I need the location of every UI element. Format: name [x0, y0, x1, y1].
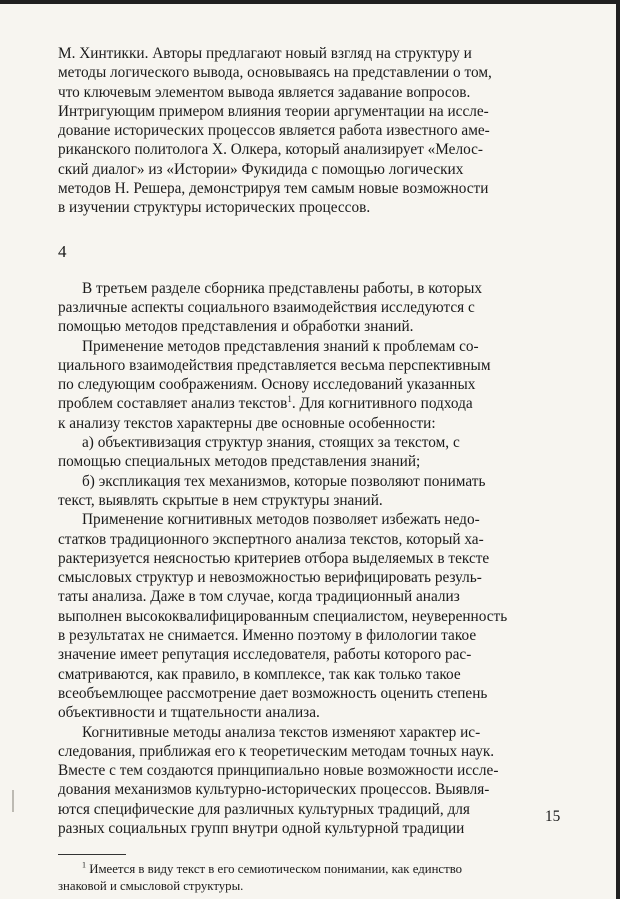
paragraph-1: М. Хинтикки. Авторы предлагают новый взгляд на структуру и методы логического вывода, основываясь на представлении о том, что ключевым элементом вывода является задавание вопросов. Интригующим примером влияния теории аргументации на иссле- дование исторических процессов является работа известного аме- риканского политолога Х. Олкера, который анализирует «Мелос- ский диалог» из «Истории» Фукидида с помощью логических методов Н. Решера, демонстрируя тем самым новые возможности в изучении структуры исторических процессов.: [58, 45, 492, 217]
footnote-rule: [58, 854, 126, 855]
page-body: [58, 44, 561, 894]
paragraph-6: Применение когнитивных методов позволяет избежать недо- статков традиционного экспертного анализа текстов, который ха- рактеризуется неясностью критериев отбора выделяемых в тексте смысловых структур и невозможностью верифицировать резуль- таты анализа. Даже в том случае, когда традиционный анализ выполнен высококвалифицированным специалистом, неуверенность в результатах не снимается. Именно поэтому в филологии такое значение имеет репутация исследователя, работы которого рас- сматриваются, как правило, в комплексе, так как только такое всеобъемлющее рассмотрение дает возможность оценить степень объективности и тщательности анализа.: [58, 511, 508, 722]
paragraph-2: В третьем разделе сборника представлены работы, в которых различные аспекты социального взаимодействия исследуются с помощью методов представления и обработки знаний.: [58, 279, 483, 336]
paragraph-4: а) объективизация структур знания, стоящих за текстом, с помощью специальных методов представления знаний;: [58, 434, 460, 471]
page-number: 15: [545, 808, 561, 825]
paragraph-3: Применение методов представления знаний к проблемам со- циального взаимодействия представляется весьма перспективным по следующим соображениям. Основу исследований указанных проблем составляет анализ текстов$^1$. Для когнитивного подхода к анализу текстов характерны две основные особенности:: [58, 337, 491, 432]
footnote-reference: 1: [287, 394, 292, 405]
paragraph-7: Когнитивные методы анализа текстов изменяют характер ис- следования, приближая его к теоретическим методам точных наук. Вместе с тем создаются принципиально новые возможности иссле- дования механизмов культурно-исторических процессов. Выявля- ются специфические для различных культурных традиций, для разных социальных групп внутри одной культурной традиции: [58, 723, 499, 837]
section-number: 4: [58, 241, 67, 261]
paragraph-5: б) экспликация тех механизмов, которые позволяют понимать текст, выявлять скрытые в нем структуры знаний.: [58, 472, 486, 509]
footnote: $^1$ Имеется в виду текст в его семиотическом понимании, как единство знаковой и смысловой структуры.: [58, 861, 463, 893]
scan-right-edge: [616, 0, 620, 899]
scan-top-edge: [0, 0, 620, 4]
footnote-mark: 1: [82, 861, 86, 871]
scan-mark: [12, 790, 14, 812]
